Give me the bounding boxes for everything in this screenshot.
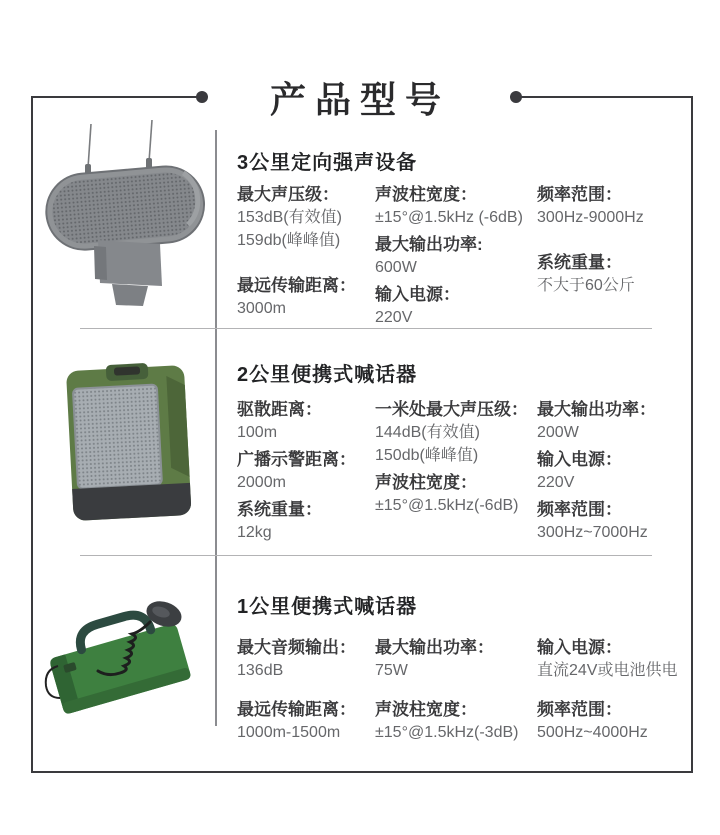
spec-label: 声波柱宽度：	[375, 473, 477, 492]
spec-value: 3000m	[237, 300, 286, 317]
spec-columns-3km	[237, 183, 689, 333]
spec-item	[237, 698, 375, 744]
spec-column	[375, 398, 537, 521]
spec-column	[237, 398, 375, 548]
spec-item	[375, 698, 537, 744]
pan-tilt-bracket	[94, 240, 162, 306]
spec-item	[537, 448, 689, 494]
spec-label: 系统重量：	[537, 253, 622, 272]
spec-item	[537, 636, 689, 682]
spec-column	[537, 183, 689, 301]
spec-value: 2000m	[237, 474, 286, 491]
spec-item	[375, 471, 537, 517]
product-photo-3km-directional-device	[36, 120, 216, 317]
section-title-1km: 1公里便携式喊话器	[237, 596, 418, 618]
frame-right-border	[691, 96, 693, 773]
frame-bottom-border	[31, 771, 693, 773]
base-band	[72, 483, 192, 521]
spec-label: 声波柱宽度：	[375, 185, 477, 204]
spec-column	[537, 636, 689, 760]
spec-label: 最大输出功率：	[537, 400, 656, 419]
spec-label: 输入电源：	[375, 285, 460, 304]
spec-value: 75W	[375, 662, 408, 679]
spec-column	[237, 636, 375, 760]
speaker-pill-body	[43, 163, 207, 252]
spec-label: 最大音频输出：	[237, 638, 356, 657]
spec-value: 159db(峰峰值)	[237, 232, 341, 249]
spec-value: 1000m-1500m	[237, 724, 341, 741]
spec-label: 一米处最大声压级：	[375, 400, 528, 419]
spec-label: 最大输出功率：	[375, 638, 494, 657]
page-title: 产品型号	[269, 79, 450, 120]
spec-value: 300Hz~7000Hz	[537, 524, 648, 541]
spec-value: 200W	[537, 424, 579, 441]
spec-value: 500Hz~4000Hz	[537, 724, 648, 741]
spec-item	[537, 251, 689, 297]
spec-value: 144dB(有效值)	[375, 424, 480, 441]
spec-label: 频率范围：	[537, 700, 622, 719]
spec-value: 12kg	[237, 524, 272, 541]
section-title-3km: 3公里定向强声设备	[237, 152, 418, 174]
spec-value: 直流24V或电池供电	[537, 662, 678, 679]
spec-item	[237, 636, 375, 682]
antenna-icon	[85, 120, 152, 175]
carry-handle	[114, 366, 140, 375]
spec-item	[537, 183, 689, 229]
spec-column	[537, 398, 689, 548]
spec-value: ±15°@1.5kHz(-3dB)	[375, 724, 519, 741]
spec-label: 频率范围：	[537, 185, 622, 204]
spec-label: 系统重量：	[237, 500, 322, 519]
spec-item	[537, 398, 689, 444]
spec-item	[537, 698, 689, 744]
spec-value: 220V	[537, 474, 575, 491]
spec-value: 不大于60公斤	[537, 277, 635, 294]
spec-item	[375, 636, 537, 682]
spec-value: 136dB	[237, 662, 284, 679]
spec-item	[537, 498, 689, 544]
spec-item	[375, 233, 537, 279]
spec-column	[237, 183, 375, 324]
spec-label: 频率范围：	[537, 500, 622, 519]
spec-label: 最大声压级：	[237, 185, 339, 204]
spec-label: 广播示警距离：	[237, 450, 356, 469]
spec-item	[375, 183, 537, 229]
spec-item	[237, 498, 375, 544]
spec-label: 最远传输距离：	[237, 700, 356, 719]
spec-value: 600W	[375, 259, 417, 276]
spec-item	[237, 398, 375, 444]
spec-label: 驱散距离：	[237, 400, 322, 419]
section-title-2km: 2公里便携式喊话器	[237, 364, 418, 386]
spec-value: ±15°@1.5kHz(-6dB)	[375, 497, 519, 514]
spec-label: 最远传输距离：	[237, 276, 356, 295]
spec-item	[237, 448, 375, 494]
spec-column	[375, 183, 537, 333]
spec-label: 输入电源：	[537, 450, 622, 469]
spec-item	[237, 183, 375, 252]
spec-columns-2km	[237, 398, 689, 548]
speaker-grille	[73, 384, 162, 488]
product-photo-1km-portable-hailer	[22, 588, 217, 743]
spec-value: 220V	[375, 309, 413, 326]
spec-item	[375, 398, 537, 467]
spec-value: ±15°@1.5kHz (-6dB)	[375, 209, 523, 226]
section-divider-2	[80, 555, 652, 556]
spec-item	[375, 283, 537, 329]
spec-value: 153dB(有效值)	[237, 209, 342, 226]
spec-value: 300Hz-9000Hz	[537, 209, 644, 226]
spec-label: 最大输出功率:	[375, 235, 483, 254]
spec-label: 声波柱宽度：	[375, 700, 477, 719]
product-photo-2km-portable-hailer	[52, 360, 207, 540]
spec-value: 100m	[237, 424, 278, 441]
spec-item	[237, 274, 375, 320]
spec-columns-1km	[237, 636, 689, 760]
spec-label: 输入电源：	[537, 638, 622, 657]
spec-column	[375, 636, 537, 760]
spec-value: 150db(峰峰值)	[375, 447, 479, 464]
